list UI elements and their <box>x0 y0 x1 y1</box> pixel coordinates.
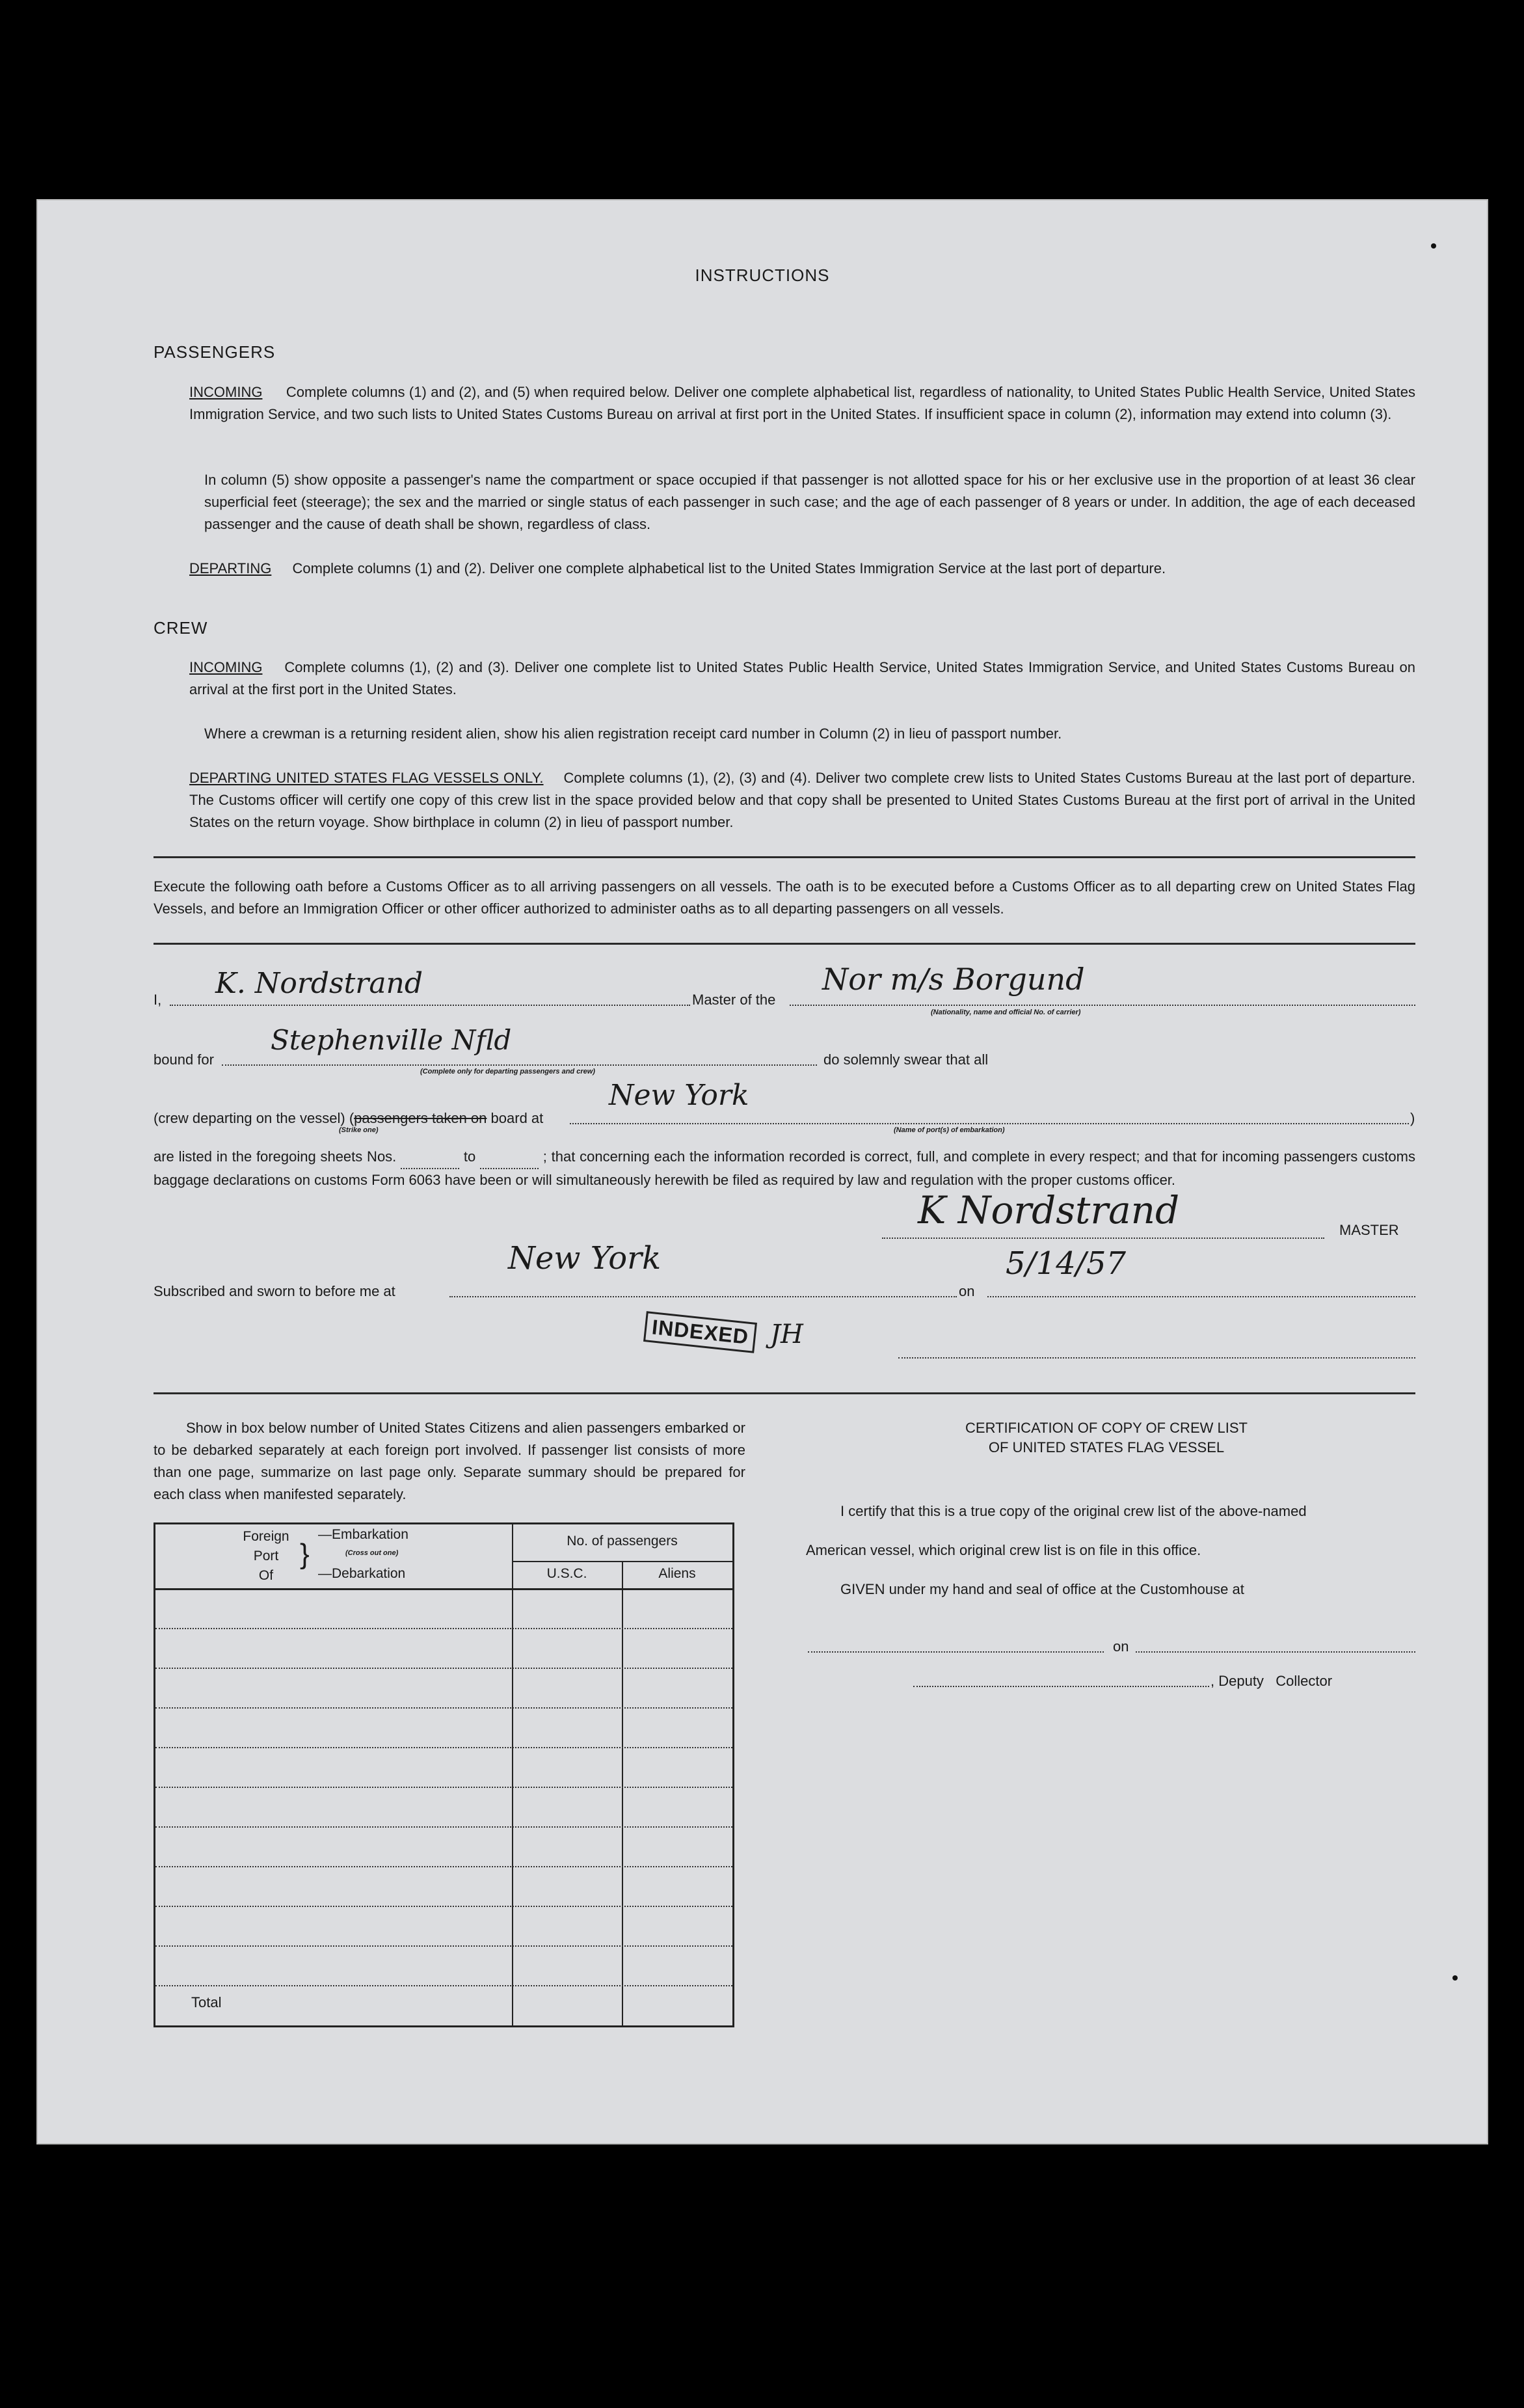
vessel-line <box>790 1005 1415 1006</box>
listed-text-1: are listed in the foregoing sheets Nos. <box>154 1148 397 1165</box>
table-row <box>155 1787 732 1788</box>
port-caption: (Name of port(s) of embarkation) <box>894 1126 1005 1134</box>
subscribed-label: Subscribed and sworn to before me at <box>154 1283 395 1299</box>
scan-speck <box>1431 243 1436 249</box>
master-name-line <box>170 1005 690 1006</box>
indexed-initials: JH <box>770 1319 803 1349</box>
vessel-handwriting: Nor m/s Borgund <box>822 962 1085 997</box>
passenger-summary-table <box>154 1522 734 2027</box>
of-label: Of <box>258 1568 274 1583</box>
board-port-handwriting: New York <box>609 1079 749 1112</box>
sworn-place-line <box>449 1296 957 1297</box>
total-label: Total <box>191 1994 222 2010</box>
page-title: INSTRUCTIONS <box>695 265 830 285</box>
passengers-taken-on-struck: passengers taken on <box>354 1110 487 1126</box>
board-port-line <box>570 1123 1409 1124</box>
listed-paragraph <box>154 1146 1415 1191</box>
certify-line1: I certify that this is a true copy of the original crew list of the above-named <box>840 1503 1307 1519</box>
certification-on-label: on <box>1113 1638 1129 1655</box>
crew-departing-label: (crew departing on the vessel) ( <box>154 1110 354 1126</box>
sheet-to-blank <box>480 1146 539 1169</box>
divider <box>154 1392 1415 1394</box>
passengers-departing-label: DEPARTING <box>189 560 272 576</box>
oath-intro: Execute the following oath before a Customs Officer as to all arriving passengers on all vessels. The oath is to be executed before a Customs Officer as to all departing crew on United States Flag Vessels, and before an Immigration Officer or other officer authorized to administer oaths as to all departing passengers on all vessels. <box>154 878 1415 917</box>
table-body <box>155 1588 732 2025</box>
master-name-handwriting: K. Nordstrand <box>215 967 423 1000</box>
document-page <box>36 199 1488 2144</box>
debarkation-label: —Debarkation <box>318 1566 406 1581</box>
table-row <box>155 1866 732 1867</box>
signature-line <box>882 1238 1324 1239</box>
table-row <box>155 1668 732 1669</box>
crew-incoming-paragraph <box>189 656 1415 701</box>
deputy-collector-label: , Deputy Collector <box>1210 1673 1333 1689</box>
scan-speck <box>1452 1975 1458 1981</box>
aliens-header: Aliens <box>658 1566 696 1581</box>
passengers-incoming-label: INCOMING <box>189 384 263 400</box>
bound-for-line <box>222 1064 817 1066</box>
sworn-on-label: on <box>959 1283 975 1299</box>
crew-incoming-text: Complete columns (1), (2) and (3). Deliver one complete list to United States Public Health Service, United States Immigration Service, and United States Customs Bureau on arrival at the first port in the United States. <box>189 659 1415 697</box>
table-divider <box>512 1561 732 1562</box>
divider <box>154 943 1415 945</box>
crew-heading: CREW <box>154 618 208 638</box>
certification-title-line2: OF UNITED STATES FLAG VESSEL <box>988 1439 1225 1455</box>
oath-i-label: I, <box>154 992 162 1008</box>
certification-title-line1: CERTIFICATION OF COPY OF CREW LIST <box>965 1420 1248 1436</box>
listed-text-2: ; that concerning each the information recorded is correct, full, and complete in every respect; and that for incoming passengers customs baggage declarations on customs Form 6063 have been or will simultaneously herewith be filed as required by law and regulation with the proper customs officer. <box>154 1148 1415 1188</box>
official-signature-line <box>898 1357 1415 1359</box>
usc-header: U.S.C. <box>546 1566 587 1581</box>
to-label: to <box>463 1148 476 1165</box>
foreign-port-header <box>237 1527 295 1586</box>
vessel-caption: (Nationality, name and official No. of carrier) <box>931 1008 1081 1016</box>
crew-departing-label: DEPARTING UNITED STATES FLAG VESSELS ONLY. <box>189 770 544 786</box>
passengers-incoming-text: Complete columns (1) and (2), and (5) when required below. Deliver one complete alphabetical list, regardless of nationality, to United States Public Health Service, United States Immigration Service, and two such lists to United States Customs Bureau on arrival at first port in the United States. If insufficient space in column (2), information may extend into column (3). <box>189 384 1415 422</box>
cross-out-caption: (Cross out one) <box>345 1549 399 1557</box>
passengers-count-header: No. of passengers <box>567 1534 678 1549</box>
table-row <box>155 1628 732 1629</box>
crew-incoming-label: INCOMING <box>189 659 263 675</box>
certify-line2: American vessel, which original crew list is on file in this office. <box>806 1542 1201 1558</box>
passengers-column5-paragraph: In column (5) show opposite a passenger's name the compartment or space occupied if that passenger is not allotted space for his or her exclusive use in the proportion of at least 36 clear superficial feet (steerage); the sex and the married or single status of each passenger in such case; and the age of each passenger of 8 years or under. In addition, the age of each deceased passenger and the cause of death shall be shown, regardless of class. <box>204 472 1415 532</box>
crew-departing-text: Complete columns (1), (2), (3) and (4). Deliver two complete crew lists to United States Customs Bureau at the last port of departure. The Customs officer will certify one copy of this crew list in the space provided below and that copy shall be presented to United States Customs Bureau at the first port of arrival in the United States on the return voyage. Show birthplace in column (2) in lieu of passport number. <box>189 770 1415 830</box>
deputy-signature-line <box>913 1686 1209 1687</box>
master-signature: K Nordstrand <box>918 1188 1180 1232</box>
sworn-date-line <box>987 1296 1415 1297</box>
embarkation-label: —Embarkation <box>318 1527 408 1542</box>
close-paren: ) <box>1410 1110 1415 1126</box>
table-row <box>155 1826 732 1828</box>
crew-resident-paragraph: Where a crewman is a returning resident alien, show his alien registration receipt card number in Column (2) in lieu of passport number. <box>204 725 1062 742</box>
given-line: GIVEN under my hand and seal of office at the Customhouse at <box>840 1581 1244 1597</box>
crew-departing-paragraph <box>189 767 1415 833</box>
indexed-stamp <box>643 1311 757 1353</box>
summary-instructions: Show in box below number of United States Citizens and alien passengers embarked or to be debarked separately at each foreign port involved. If passenger list consists of more than one page, summarize on last page only. Separate summary should be prepared for each class when manifested separately. <box>154 1420 745 1502</box>
divider <box>154 856 1415 858</box>
table-row <box>155 1707 732 1709</box>
sworn-date-handwriting: 5/14/57 <box>1006 1245 1127 1282</box>
passengers-departing-paragraph <box>189 558 1415 580</box>
bound-for-label: bound for <box>154 1051 214 1068</box>
table-row <box>155 1906 732 1907</box>
master-of-label: Master of the <box>692 992 776 1008</box>
sheet-from-blank <box>401 1146 459 1169</box>
bound-for-handwriting: Stephenville Nfld <box>271 1024 512 1056</box>
passengers-heading: PASSENGERS <box>154 342 276 362</box>
bound-for-caption: (Complete only for departing passengers and crew) <box>420 1068 595 1075</box>
passengers-incoming-paragraph <box>189 381 1415 426</box>
certification-date-line <box>1136 1651 1415 1653</box>
swear-label: do solemnly swear that all <box>823 1051 989 1068</box>
strike-one-caption: (Strike one) <box>339 1126 379 1134</box>
table-row <box>155 1985 732 1986</box>
table-row <box>155 1945 732 1947</box>
table-row <box>155 1747 732 1748</box>
master-label: MASTER <box>1339 1222 1399 1238</box>
indexed-stamp-text: INDEXED <box>650 1315 750 1349</box>
port-label: Port <box>253 1549 279 1563</box>
foreign-label: Foreign <box>243 1529 289 1544</box>
passengers-departing-text: Complete columns (1) and (2). Deliver one complete alphabetical list to the United States Immigration Service at the last port of departure. <box>292 560 1166 576</box>
certification-place-line <box>808 1651 1104 1653</box>
brace: } <box>300 1538 310 1570</box>
sworn-place-handwriting: New York <box>508 1240 662 1277</box>
board-at-label: board at <box>490 1110 544 1126</box>
